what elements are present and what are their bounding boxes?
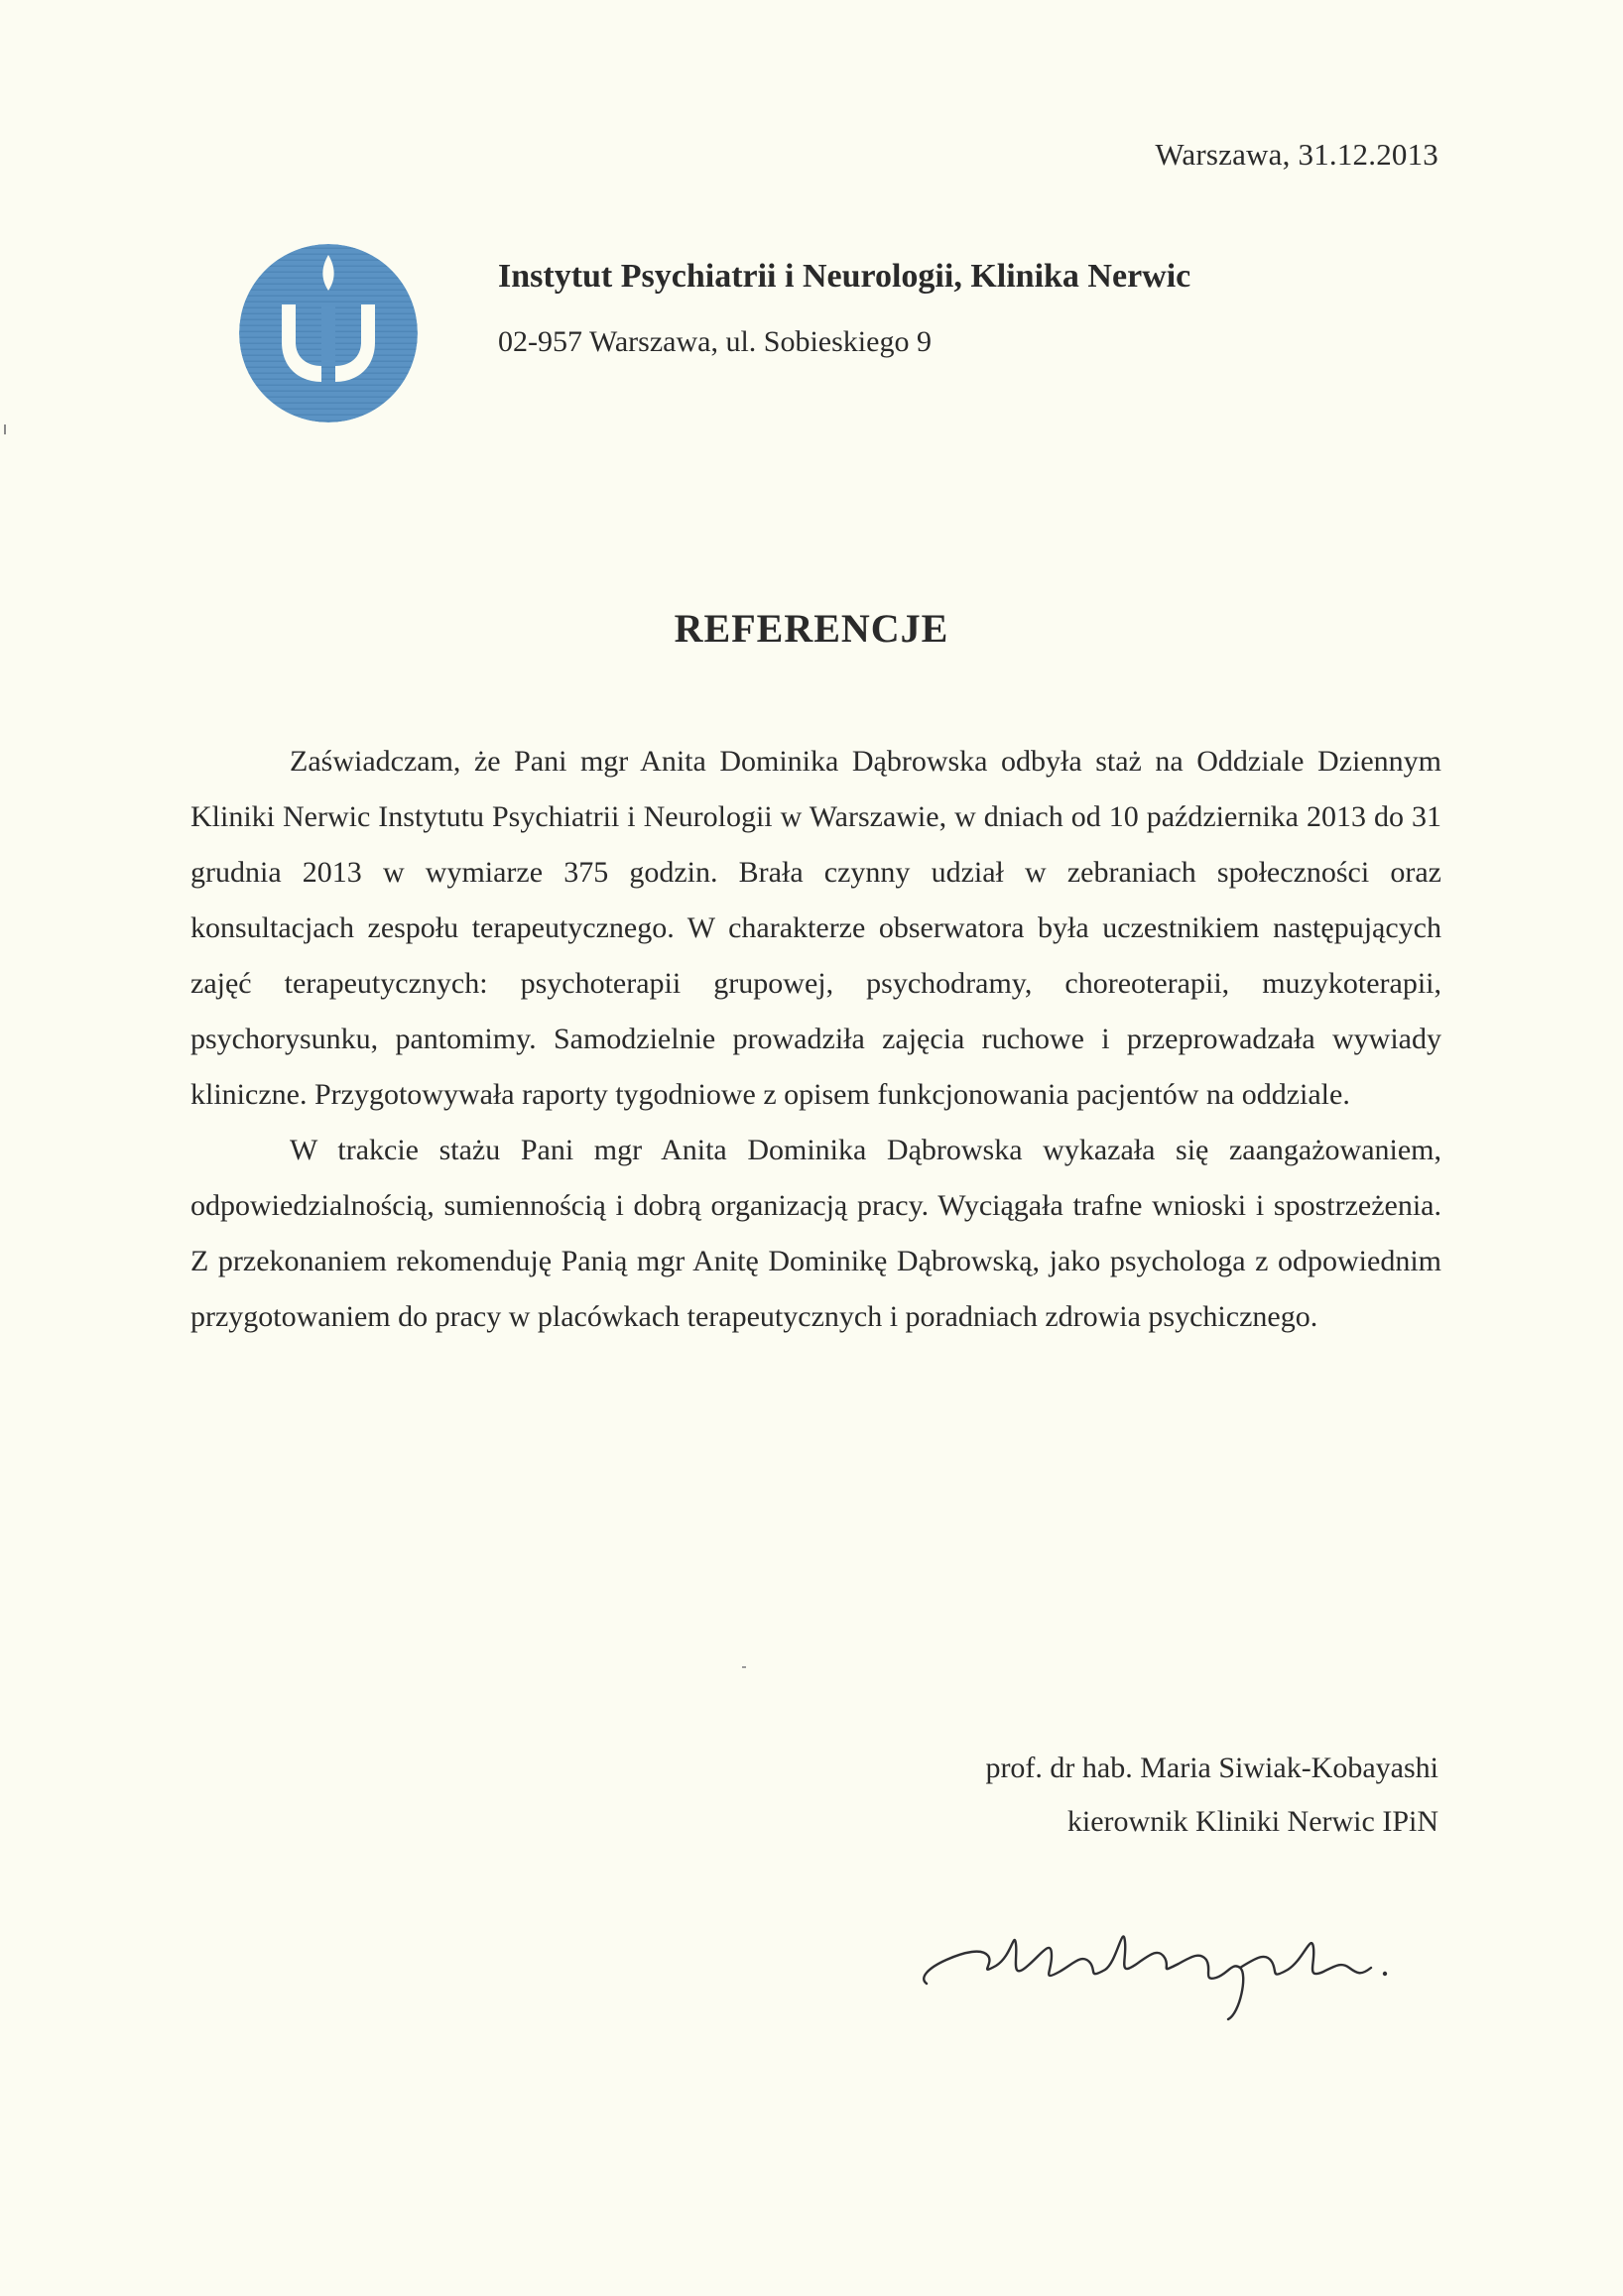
institution-name: Instytut Psychiatrii i Neurologii, Klinika Nerwic [498,258,1191,295]
signatory-block [985,1742,1438,1849]
handwritten-signature [913,1882,1429,2021]
letter-date: Warszawa, 31.12.2013 [1155,137,1438,172]
signatory-name: prof. dr hab. Maria Siwiak-Kobayashi [985,1752,1438,1784]
body-paragraph: Zaświadczam, że Pani mgr Anita Dominika Dąbrowska odbyła staż na Oddziale Dziennym Kliniki Nerwic Instytutu Psychiatrii i Neurologii w Warszawie, w dniach od 10 października 2013 do 31 grudnia 2013 w wymiarze 375 godzin. Brała czynny udział w zebraniach społeczności oraz konsultacjach zespołu terapeutycznego. W charakterze obserwatora była uczestnikiem następujących zajęć terapeutycznych: psychoterapii grupowej, psychodramy, choreoterapii, muzykoterapii, psychorysunku, pantomimy. Samodzielnie prowadziła zajęcia ruchowe i przeprowadzała wywiady kliniczne. Przygotowywała raporty tygodniowe z opisem funkcjonowania pacjentów na oddziale. [190,745,1441,1111]
scan-edge-mark [4,424,6,434]
psi-logo-icon [238,243,419,423]
institution-address: 02-957 Warszawa, ul. Sobieskiego 9 [498,325,932,358]
document-title: REFERENCJE [674,606,949,651]
letter-body [190,734,1441,1345]
signatory-position: kierownik Kliniki Nerwic IPiN [1066,1805,1438,1838]
body-paragraph: W trakcie stażu Pani mgr Anita Dominika Dąbrowska wykazała się zaangażowaniem, odpowiedzialnością, sumiennością i dobrą organizacją pracy. Wyciągała trafne wnioski i spostrzeżenia. Z przekonaniem rekomenduję Panią mgr Anitę Dominikę Dąbrowską, jako psychologa z odpowiednim przygotowaniem do pracy w placówkach terapeutycznych i poradniach zdrowia psychicznego. [190,1134,1441,1333]
scan-speck [742,1666,746,1668]
